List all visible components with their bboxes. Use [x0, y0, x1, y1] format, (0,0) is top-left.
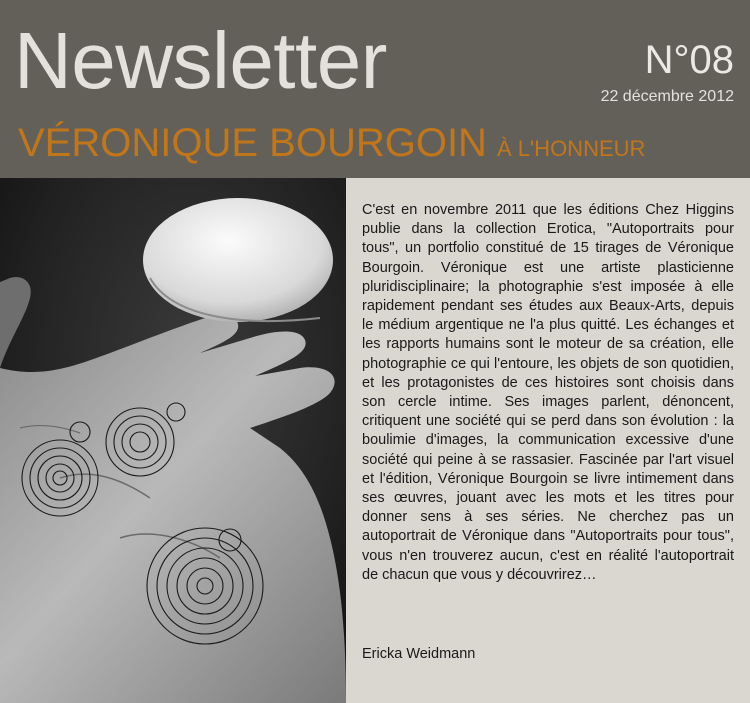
article-panel [346, 178, 750, 703]
newsletter-header [0, 0, 750, 178]
issue-number: N°08 [644, 38, 734, 82]
feature-heading [18, 120, 645, 172]
article-author: Ericka Weidmann [362, 646, 476, 662]
article-body: C'est en novembre 2011 que les éditions Chez Higgins publie dans la collection Erotica, "Autoportraits pour tous", un portfolio constitué de 15 tirages de Véronique Bourgoin. Véronique est une artiste plasticienne pluridisciplinaire; la photographie s'est imposée à elle rapidement pendant ses études aux Beaux-Arts, depuis le médium argentique ne l'a plus quitté. Les échanges et les rapports humains sont le moteur de sa création, elle photographie ce qui l'entoure, les objets de son quotidien, et les protagonistes de ces histoires sont choisis dans son cercle intime. Ses images parlent, dénoncent, critiquent une société qui se perd dans son évolution : la boulimie d'images, la communication excessive d'une société qui peine à se rassasier. Fascinée par l'art visuel et l'édition, Véronique Bourgoin se livre intimement dans ses œuvres, jouant avec les mots et les titres pour donner sens à ses séries. Ne cherchez pas un autoportrait de Véronique dans "Autoportraits pour tous", vous n'en trouverez aucun, c'est en réalité l'autoportrait de chacun que vous y découvrirez… [362, 202, 734, 583]
issue-date: 22 décembre 2012 [600, 88, 734, 105]
artist-name: VÉRONIQUE BOURGOIN [18, 121, 487, 165]
honor-label: À L'HONNEUR [496, 136, 646, 161]
newsletter-title: Newsletter [14, 16, 387, 105]
artwork-photo [0, 178, 346, 703]
